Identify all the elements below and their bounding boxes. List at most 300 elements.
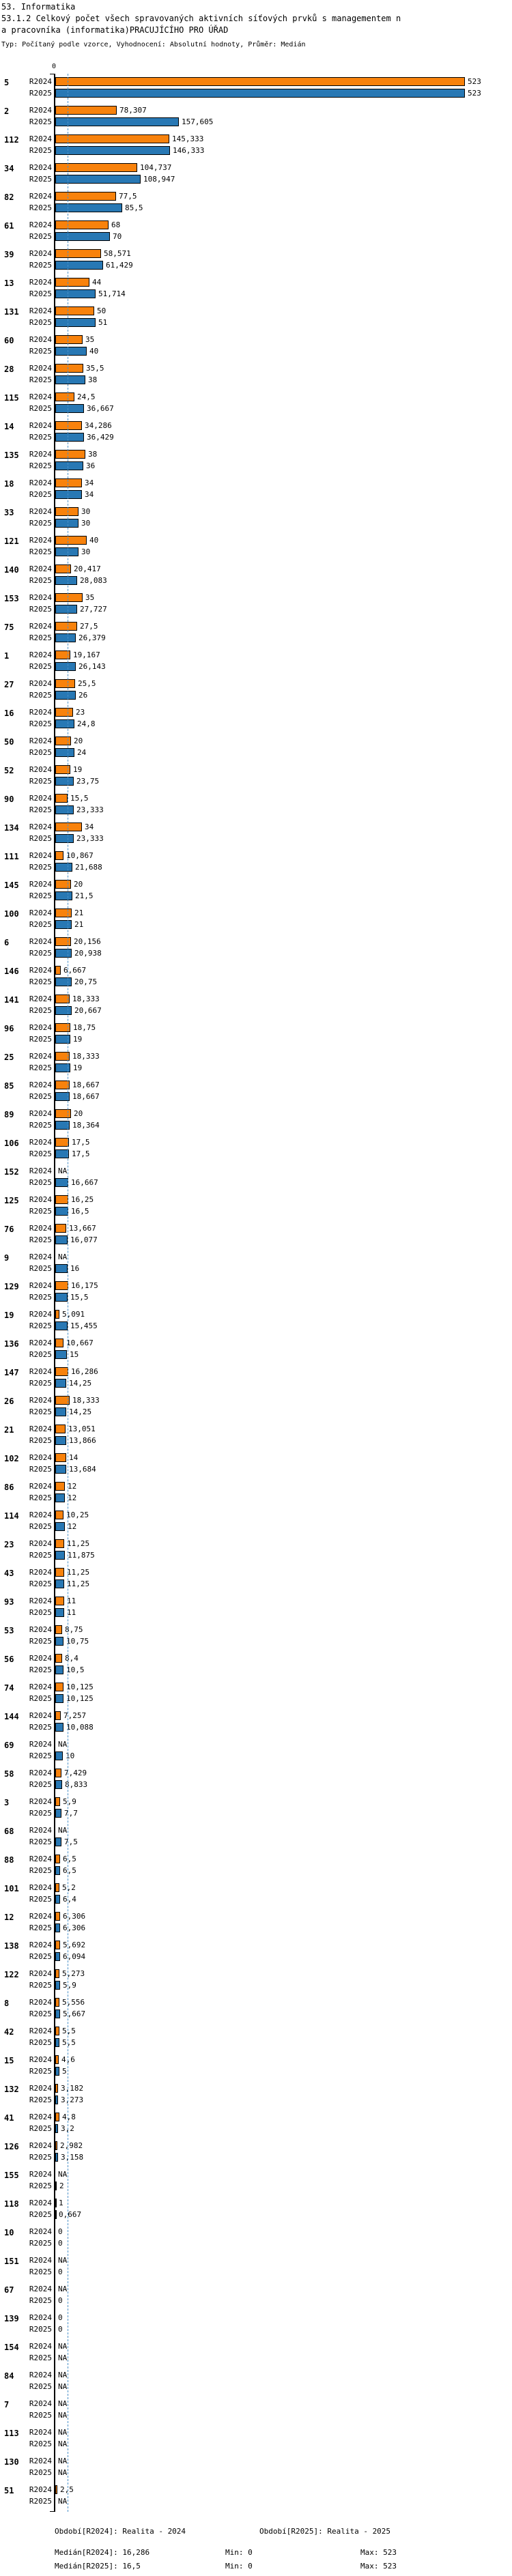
- value-label-r2024: 35: [85, 593, 95, 602]
- series-label-r2025: R2025: [29, 1207, 52, 1216]
- series-label-r2025: R2025: [29, 949, 52, 958]
- value-label-r2025: 523: [468, 89, 481, 98]
- group-id-label: 23: [4, 1540, 14, 1549]
- bar-r2024: [55, 278, 89, 287]
- series-label-r2024: R2024: [29, 2342, 52, 2351]
- group-id-label: 145: [4, 881, 19, 890]
- series-label-r2025: R2025: [29, 1092, 52, 1101]
- value-label-r2024: NA: [58, 2342, 68, 2351]
- value-label-r2024: NA: [58, 2371, 68, 2379]
- bar-r2025: [55, 1809, 61, 1818]
- series-label-r2024: R2024: [29, 679, 52, 688]
- value-label-r2025: 5: [62, 2067, 67, 2076]
- legend-median-r2025: Medián[R2025]: 16,5: [55, 2562, 141, 2571]
- group-id-label: 14: [4, 422, 14, 431]
- bar-r2024: [55, 1769, 61, 1777]
- series-label-r2025: R2025: [29, 1493, 52, 1502]
- bar-r2025: [55, 1264, 68, 1273]
- bar-r2024: [55, 1453, 66, 1462]
- bar-r2024: [55, 851, 63, 860]
- group-id-label: 82: [4, 192, 14, 202]
- group-id-label: 122: [4, 1970, 19, 1979]
- value-label-r2025: 11,875: [68, 1551, 95, 1560]
- series-label-r2024: R2024: [29, 507, 52, 516]
- value-label-r2025: 0,667: [59, 2210, 82, 2219]
- series-label-r2025: R2025: [29, 1981, 52, 1990]
- series-label-r2025: R2025: [29, 1035, 52, 1044]
- bar-r2025: [55, 2038, 59, 2047]
- value-label-r2024: 34: [85, 478, 94, 487]
- group-id-label: 6: [4, 938, 10, 947]
- series-label-r2025: R2025: [29, 461, 52, 470]
- series-label-r2024: R2024: [29, 2399, 52, 2408]
- value-label-r2024: 11,25: [67, 1568, 90, 1577]
- series-label-r2024: R2024: [29, 708, 52, 717]
- group-id-label: 85: [4, 1081, 14, 1091]
- value-label-r2024: 5,692: [63, 1941, 86, 1949]
- series-label-r2025: R2025: [29, 805, 52, 814]
- series-label-r2025: R2025: [29, 1063, 52, 1072]
- bar-r2025: [55, 203, 122, 212]
- series-label-r2024: R2024: [29, 77, 52, 86]
- series-label-r2024: R2024: [29, 2055, 52, 2064]
- series-label-r2025: R2025: [29, 1665, 52, 1674]
- value-label-r2025: 5,9: [63, 1981, 76, 1990]
- bar-r2024: [55, 736, 71, 745]
- group-id-label: 26: [4, 1397, 14, 1406]
- group-id-label: 9: [4, 1253, 10, 1263]
- value-label-r2024: NA: [58, 2457, 68, 2465]
- series-label-r2024: R2024: [29, 163, 52, 172]
- series-label-r2025: R2025: [29, 662, 52, 671]
- series-label-r2024: R2024: [29, 593, 52, 602]
- value-label-r2025: 20,75: [74, 977, 98, 986]
- value-label-r2024: 5,091: [62, 1310, 85, 1319]
- group-id-label: 113: [4, 2429, 19, 2438]
- series-label-r2024: R2024: [29, 1023, 52, 1032]
- value-label-r2024: 16,175: [71, 1281, 98, 1290]
- bar-r2025: [55, 633, 76, 642]
- value-label-r2024: 34: [85, 822, 94, 831]
- value-label-r2025: 36: [86, 461, 96, 470]
- value-label-r2025: 10: [66, 1751, 75, 1760]
- value-label-r2024: NA: [58, 2399, 68, 2408]
- bar-r2024: [55, 1998, 59, 2007]
- legend-min-r2024: Min: 0: [225, 2548, 253, 2557]
- bar-r2024: [55, 622, 77, 631]
- bar-r2025: [55, 834, 74, 843]
- value-label-r2024: 17,5: [72, 1138, 90, 1147]
- bar-r2024: [55, 2084, 58, 2093]
- series-label-r2024: R2024: [29, 1167, 52, 1175]
- series-label-r2025: R2025: [29, 863, 52, 872]
- value-label-r2025: 16: [70, 1264, 80, 1273]
- legend-period-r2024: Období[R2024]: Realita - 2024: [55, 2527, 186, 2536]
- group-id-label: 154: [4, 2343, 19, 2352]
- series-label-r2024: R2024: [29, 306, 52, 315]
- value-label-r2024: 20,156: [74, 937, 101, 946]
- bar-r2025: [55, 1522, 65, 1531]
- series-label-r2025: R2025: [29, 1121, 52, 1130]
- bar-r2025: [55, 89, 465, 98]
- bar-r2025: [55, 2067, 59, 2076]
- group-id-label: 96: [4, 1024, 14, 1033]
- series-label-r2025: R2025: [29, 691, 52, 700]
- group-id-label: 56: [4, 1655, 14, 1664]
- group-id-label: 18: [4, 479, 14, 489]
- bar-r2025: [55, 2009, 60, 2018]
- series-label-r2025: R2025: [29, 1264, 52, 1273]
- group-id-label: 33: [4, 508, 14, 517]
- group-id-label: 151: [4, 2257, 19, 2266]
- value-label-r2025: 3,158: [61, 2153, 84, 2162]
- value-label-r2025: 36,429: [87, 433, 114, 442]
- value-label-r2024: 14: [69, 1453, 79, 1462]
- series-label-r2024: R2024: [29, 564, 52, 573]
- bar-r2025: [55, 891, 72, 900]
- series-label-r2025: R2025: [29, 146, 52, 155]
- bar-r2025: [55, 1723, 63, 1732]
- group-id-label: 43: [4, 1569, 14, 1578]
- group-id-label: 28: [4, 364, 14, 374]
- series-label-r2025: R2025: [29, 232, 52, 241]
- group-id-label: 144: [4, 1712, 19, 1721]
- bar-r2024: [55, 2055, 59, 2064]
- bar-r2024: [55, 306, 94, 315]
- value-label-r2025: NA: [58, 2439, 68, 2448]
- bar-r2025: [55, 1923, 60, 1932]
- bar-r2025: [55, 1465, 66, 1474]
- value-label-r2024: 6,306: [63, 1912, 86, 1921]
- bar-r2024: [55, 1339, 63, 1347]
- value-label-r2025: 0: [58, 2325, 63, 2334]
- value-label-r2024: 10,867: [66, 851, 94, 860]
- series-label-r2024: R2024: [29, 1769, 52, 1777]
- value-label-r2024: 18,667: [72, 1081, 100, 1089]
- series-label-r2024: R2024: [29, 1482, 52, 1491]
- bar-r2024: [55, 1109, 71, 1118]
- bar-r2024: [55, 106, 117, 115]
- value-label-r2025: 15,5: [70, 1293, 89, 1302]
- bar-r2024: [55, 1281, 68, 1290]
- bar-r2024: [55, 450, 85, 459]
- series-label-r2025: R2025: [29, 2067, 52, 2076]
- bar-r2025: [55, 289, 96, 298]
- value-label-r2024: NA: [58, 2285, 68, 2293]
- value-label-r2024: 18,333: [72, 994, 100, 1003]
- bar-r2024: [55, 1511, 63, 1519]
- value-label-r2025: 19: [73, 1063, 83, 1072]
- bar-r2025: [55, 748, 74, 757]
- series-label-r2024: R2024: [29, 2256, 52, 2265]
- series-label-r2024: R2024: [29, 1339, 52, 1347]
- bar-r2025: [55, 1665, 63, 1674]
- group-id-label: 152: [4, 1167, 19, 1177]
- value-label-r2024: NA: [58, 2170, 68, 2179]
- group-id-label: 15: [4, 2056, 14, 2065]
- bar-r2025: [55, 605, 77, 614]
- value-label-r2025: 30: [81, 519, 91, 528]
- series-label-r2025: R2025: [29, 1837, 52, 1846]
- series-label-r2025: R2025: [29, 2411, 52, 2420]
- value-label-r2025: 36,667: [87, 404, 114, 413]
- value-label-r2025: 18,364: [72, 1121, 100, 1130]
- value-label-r2024: 5,556: [62, 1998, 85, 2007]
- value-label-r2024: 10,667: [66, 1339, 94, 1347]
- bar-r2025: [55, 863, 72, 872]
- value-label-r2024: 2,5: [60, 2485, 74, 2494]
- group-id-label: 93: [4, 1597, 14, 1607]
- group-id-label: 147: [4, 1368, 19, 1377]
- bar-r2025: [55, 433, 84, 442]
- bar-r2024: [55, 794, 68, 803]
- series-label-r2025: R2025: [29, 1407, 52, 1416]
- group-id-label: 75: [4, 622, 14, 632]
- bar-r2025: [55, 2153, 58, 2162]
- bar-r2024: [55, 880, 71, 889]
- value-label-r2024: 34,286: [85, 421, 112, 430]
- series-label-r2024: R2024: [29, 765, 52, 774]
- series-label-r2025: R2025: [29, 1694, 52, 1703]
- value-label-r2024: 5,9: [63, 1797, 76, 1806]
- series-label-r2024: R2024: [29, 2113, 52, 2121]
- value-label-r2025: 11,25: [67, 1579, 90, 1588]
- value-label-r2025: 14,25: [69, 1379, 92, 1388]
- series-label-r2025: R2025: [29, 2095, 52, 2104]
- group-id-label: 88: [4, 1855, 14, 1865]
- value-label-r2025: 51,714: [98, 289, 126, 298]
- value-label-r2024: 5,273: [62, 1969, 85, 1978]
- group-id-label: 101: [4, 1884, 19, 1893]
- series-label-r2024: R2024: [29, 1568, 52, 1577]
- bar-r2024: [55, 1195, 68, 1204]
- group-id-label: 140: [4, 565, 19, 575]
- series-label-r2024: R2024: [29, 1138, 52, 1147]
- bar-r2024: [55, 1367, 68, 1376]
- value-label-r2024: 4,6: [61, 2055, 75, 2064]
- bar-r2025: [55, 1493, 65, 1502]
- series-label-r2025: R2025: [29, 1751, 52, 1760]
- bar-r2025: [55, 318, 96, 327]
- group-id-label: 34: [4, 164, 14, 173]
- group-id-label: 1: [4, 651, 10, 661]
- series-label-r2024: R2024: [29, 1310, 52, 1319]
- series-label-r2024: R2024: [29, 2084, 52, 2093]
- value-label-r2025: 21,688: [75, 863, 102, 872]
- value-label-r2025: 16,5: [71, 1207, 89, 1216]
- indicator-title-line-1: 53.1.2 Celkový počet všech spravovaných aktivních síťových prvků s managementem n: [1, 14, 401, 23]
- bar-r2025: [55, 2095, 58, 2104]
- series-label-r2025: R2025: [29, 1465, 52, 1474]
- bar-r2024: [55, 937, 71, 946]
- series-label-r2024: R2024: [29, 1281, 52, 1290]
- series-label-r2024: R2024: [29, 1425, 52, 1433]
- value-label-r2024: 523: [468, 77, 481, 86]
- value-label-r2025: 19: [73, 1035, 83, 1044]
- bar-r2025: [55, 1952, 60, 1961]
- value-label-r2025: 26,379: [79, 633, 106, 642]
- group-id-label: 27: [4, 680, 14, 689]
- value-label-r2025: 20,667: [74, 1006, 102, 1015]
- series-label-r2024: R2024: [29, 1539, 52, 1548]
- value-label-r2024: 16,25: [71, 1195, 94, 1204]
- value-label-r2025: 21,5: [75, 891, 94, 900]
- series-label-r2025: R2025: [29, 117, 52, 126]
- group-id-label: 139: [4, 2314, 19, 2323]
- value-label-r2025: 70: [113, 232, 122, 241]
- series-label-r2024: R2024: [29, 1625, 52, 1634]
- series-label-r2025: R2025: [29, 605, 52, 614]
- bar-r2025: [55, 1895, 60, 1904]
- value-label-r2024: 20: [74, 736, 83, 745]
- value-label-r2024: 24,5: [77, 392, 96, 401]
- value-label-r2025: 157,605: [182, 117, 214, 126]
- series-label-r2024: R2024: [29, 421, 52, 430]
- bar-r2024: [55, 364, 83, 373]
- series-label-r2024: R2024: [29, 1998, 52, 2007]
- bar-r2025: [55, 576, 77, 585]
- group-id-label: 114: [4, 1511, 19, 1521]
- value-label-r2025: 51: [98, 318, 108, 327]
- value-label-r2024: 20,417: [74, 564, 101, 573]
- value-label-r2024: 1: [59, 2199, 63, 2207]
- series-label-r2024: R2024: [29, 249, 52, 258]
- value-label-r2025: NA: [58, 2353, 68, 2362]
- series-label-r2024: R2024: [29, 2199, 52, 2207]
- series-label-r2024: R2024: [29, 966, 52, 975]
- series-label-r2025: R2025: [29, 1809, 52, 1818]
- series-label-r2024: R2024: [29, 134, 52, 143]
- series-label-r2025: R2025: [29, 1952, 52, 1961]
- bar-r2024: [55, 220, 109, 229]
- group-id-label: 89: [4, 1110, 14, 1119]
- value-label-r2024: 19: [73, 765, 83, 774]
- series-label-r2024: R2024: [29, 1654, 52, 1663]
- series-label-r2024: R2024: [29, 2428, 52, 2437]
- value-label-r2025: NA: [58, 2468, 68, 2477]
- value-label-r2025: 14,25: [69, 1407, 92, 1416]
- bar-r2024: [55, 1654, 62, 1663]
- group-id-label: 19: [4, 1311, 14, 1320]
- bar-r2025: [55, 949, 72, 958]
- bar-r2024: [55, 2027, 59, 2035]
- group-id-label: 130: [4, 2457, 19, 2467]
- series-label-r2025: R2025: [29, 547, 52, 556]
- series-label-r2025: R2025: [29, 1006, 52, 1015]
- bar-r2025: [55, 117, 179, 126]
- bar-r2025: [55, 1350, 67, 1359]
- series-label-r2024: R2024: [29, 1740, 52, 1749]
- series-label-r2025: R2025: [29, 2181, 52, 2190]
- series-label-r2025: R2025: [29, 2325, 52, 2334]
- bar-r2024: [55, 1683, 63, 1691]
- group-id-label: 25: [4, 1053, 14, 1062]
- value-label-r2024: 38: [88, 450, 98, 459]
- series-label-r2024: R2024: [29, 1052, 52, 1061]
- series-label-r2025: R2025: [29, 490, 52, 499]
- bar-r2025: [55, 1608, 64, 1617]
- value-label-r2025: 16,077: [70, 1235, 98, 1244]
- value-label-r2025: 38: [88, 375, 98, 384]
- value-label-r2025: NA: [58, 2497, 68, 2506]
- group-id-label: 129: [4, 1282, 19, 1291]
- legend-min-r2025: Min: 0: [225, 2562, 253, 2571]
- series-label-r2024: R2024: [29, 278, 52, 287]
- value-label-r2025: 108,947: [143, 175, 175, 184]
- group-id-label: 100: [4, 909, 19, 919]
- series-label-r2025: R2025: [29, 777, 52, 786]
- group-id-label: 102: [4, 1454, 19, 1463]
- bar-r2024: [55, 249, 101, 258]
- bar-r2024: [55, 192, 116, 201]
- bar-r2024: [55, 134, 169, 143]
- value-label-r2025: 24: [77, 748, 87, 757]
- value-label-r2024: 13,667: [69, 1224, 96, 1233]
- bar-r2024: [55, 966, 61, 975]
- value-label-r2025: 23,333: [76, 834, 104, 843]
- legend-max-r2024: Max: 523: [360, 2548, 397, 2557]
- series-label-r2025: R2025: [29, 2497, 52, 2506]
- value-label-r2024: NA: [58, 1826, 68, 1835]
- value-label-r2025: 5,5: [62, 2038, 76, 2047]
- value-label-r2025: 85,5: [125, 203, 143, 212]
- series-label-r2024: R2024: [29, 822, 52, 831]
- bar-r2025: [55, 691, 76, 700]
- series-label-r2024: R2024: [29, 2141, 52, 2150]
- series-label-r2025: R2025: [29, 2353, 52, 2362]
- series-label-r2024: R2024: [29, 2313, 52, 2322]
- value-label-r2025: 6,4: [63, 1895, 76, 1904]
- series-label-r2024: R2024: [29, 450, 52, 459]
- series-label-r2024: R2024: [29, 880, 52, 889]
- bar-r2025: [55, 1637, 63, 1646]
- series-label-r2025: R2025: [29, 834, 52, 843]
- series-label-r2024: R2024: [29, 1912, 52, 1921]
- series-label-r2025: R2025: [29, 2239, 52, 2248]
- series-label-r2024: R2024: [29, 1109, 52, 1118]
- bar-r2024: [55, 77, 465, 86]
- value-label-r2024: 35: [85, 335, 95, 344]
- group-id-label: 42: [4, 2027, 14, 2037]
- bar-r2024: [55, 1425, 66, 1433]
- group-id-label: 60: [4, 336, 14, 345]
- bar-r2025: [55, 1579, 64, 1588]
- series-label-r2024: R2024: [29, 937, 52, 946]
- bar-r2024: [55, 1539, 64, 1548]
- value-label-r2025: 30: [81, 547, 91, 556]
- group-id-label: 126: [4, 2142, 19, 2151]
- series-label-r2025: R2025: [29, 347, 52, 356]
- series-label-r2025: R2025: [29, 2267, 52, 2276]
- group-id-label: 118: [4, 2199, 19, 2209]
- value-label-r2025: 10,5: [66, 1665, 85, 1674]
- value-label-r2024: 44: [92, 278, 102, 287]
- value-label-r2024: NA: [58, 2428, 68, 2437]
- series-label-r2025: R2025: [29, 1293, 52, 1302]
- group-id-label: 51: [4, 2486, 14, 2495]
- bar-r2025: [55, 977, 72, 986]
- group-id-label: 41: [4, 2113, 14, 2123]
- group-id-label: 134: [4, 823, 19, 833]
- value-label-r2024: 18,75: [73, 1023, 96, 1032]
- series-label-r2025: R2025: [29, 2124, 52, 2133]
- value-label-r2024: 5,2: [62, 1883, 76, 1892]
- bar-r2024: [55, 335, 83, 344]
- bar-r2025: [55, 2181, 57, 2190]
- value-label-r2024: 0: [58, 2227, 63, 2236]
- value-label-r2024: 10,125: [66, 1683, 94, 1691]
- bar-r2024: [55, 2113, 59, 2121]
